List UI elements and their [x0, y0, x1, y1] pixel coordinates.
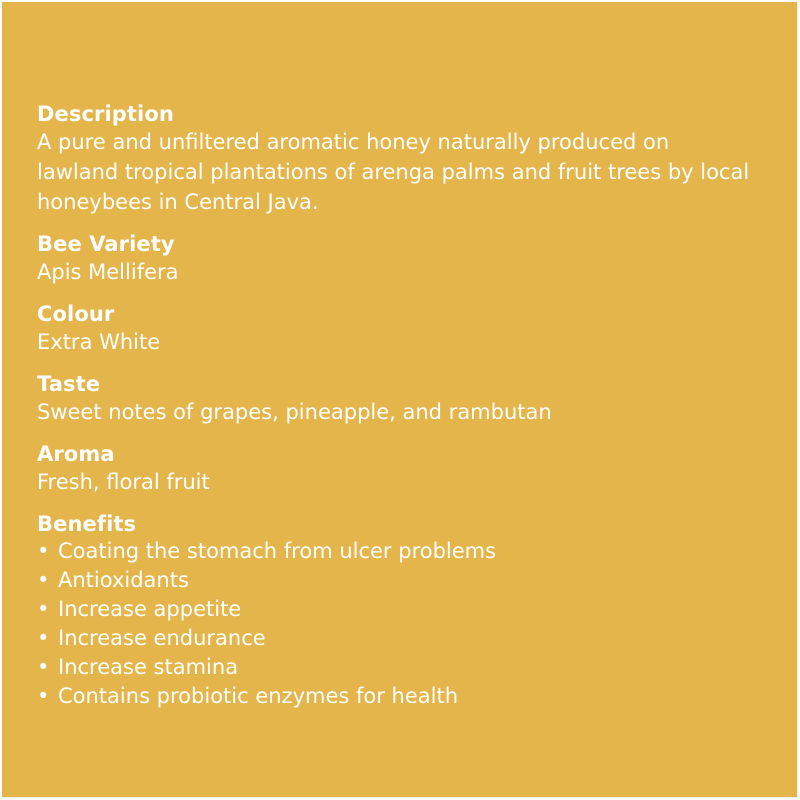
benefit-text: Coating the stomach from ulcer problems [58, 539, 497, 563]
aroma-value: Fresh, floral fruit [37, 470, 210, 494]
description-section [37, 101, 757, 217]
benefit-item [37, 624, 757, 653]
benefit-text: Increase endurance [58, 626, 266, 650]
bullet-icon: • [37, 684, 50, 708]
benefits-list [37, 537, 757, 711]
product-info-card [2, 2, 798, 798]
colour-value: Extra White [37, 330, 161, 354]
bullet-icon: • [37, 655, 50, 679]
bee-variety-heading: Bee Variety [37, 232, 175, 256]
bullet-icon: • [37, 568, 50, 592]
colour-section [37, 301, 757, 357]
bullet-icon: • [37, 539, 50, 563]
benefit-text: Contains probiotic enzymes for health [58, 684, 459, 708]
benefit-text: Increase appetite [58, 597, 242, 621]
description-text: A pure and unfiltered aromatic honey naturally produced on lawland tropical plantations of arenga palms and fruit trees by local honeybees in Central Java. [37, 130, 750, 214]
product-info-content [37, 101, 757, 725]
aroma-heading: Aroma [37, 442, 115, 466]
bee-variety-section [37, 231, 757, 287]
benefit-item [37, 682, 757, 711]
bullet-icon: • [37, 597, 50, 621]
colour-heading: Colour [37, 302, 115, 326]
bee-variety-value: Apis Mellifera [37, 260, 179, 284]
benefit-text: Increase stamina [58, 655, 239, 679]
aroma-section [37, 441, 757, 497]
benefit-item [37, 653, 757, 682]
taste-value: Sweet notes of grapes, pineapple, and rambutan [37, 400, 552, 424]
benefits-section [37, 511, 757, 711]
benefit-item [37, 566, 757, 595]
bullet-icon: • [37, 626, 50, 650]
benefit-item [37, 537, 757, 566]
taste-section [37, 371, 757, 427]
taste-heading: Taste [37, 372, 101, 396]
benefit-text: Antioxidants [58, 568, 189, 592]
benefits-heading: Benefits [37, 512, 137, 536]
benefit-item [37, 595, 757, 624]
description-heading: Description [37, 102, 174, 126]
